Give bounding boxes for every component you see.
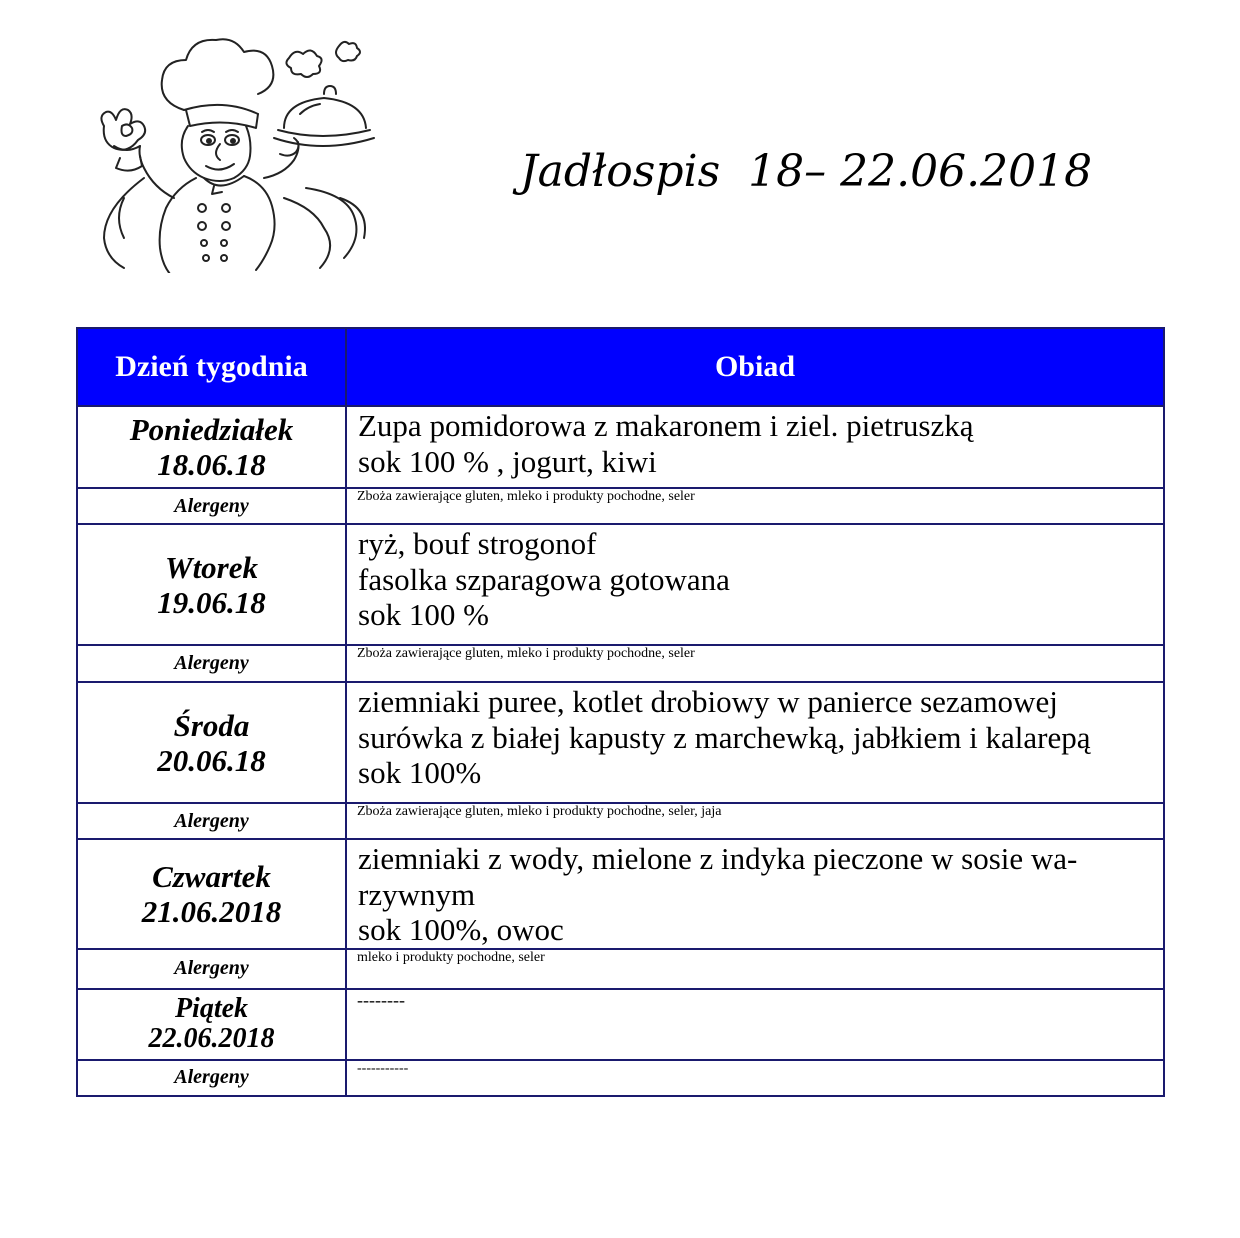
table-row [77, 524, 1164, 645]
allergen-label: Alergeny [77, 488, 346, 524]
meal-cell [346, 406, 1164, 488]
allergen-text: Zboża zawierające gluten, mleko i produkty pochodne, seler, jaja [346, 803, 1164, 839]
meal-line: -------- [357, 989, 405, 1010]
day-cell [77, 682, 346, 803]
allergen-label: Alergeny [77, 949, 346, 989]
menu-title: Jadłospis 18– 22.06.2018 [520, 146, 1093, 197]
meal-line: sok 100 % , jogurt, kiwi [358, 443, 657, 479]
meal-line: fasolka szparagowa gotowana [358, 561, 730, 597]
allergen-row [77, 949, 1164, 989]
table-row [77, 406, 1164, 488]
day-cell [77, 406, 346, 488]
meal-line: rzywnym [358, 876, 476, 912]
allergen-row [77, 803, 1164, 839]
allergen-label: Alergeny [77, 645, 346, 682]
meal-line: ziemniaki z wody, mielone z indyka pieczone w sosie wa- [358, 841, 1078, 876]
meal-line: surówka z białej kapusty z marchewką, jabłkiem i kalarepą [358, 719, 1091, 755]
meal-line: sok 100% [358, 755, 482, 790]
meal-cell [346, 989, 1164, 1060]
day-name: Wtorek [165, 549, 258, 585]
day-date: 19.06.18 [157, 584, 266, 620]
day-date: 21.06.2018 [141, 893, 282, 929]
meal-line: sok 100 % [358, 597, 489, 632]
allergen-row [77, 488, 1164, 524]
meal-line: ziemniaki puree, kotlet drobiowy w panierce sezamowej [358, 684, 1058, 719]
day-name: Środa [173, 707, 250, 743]
allergen-text: ----------- [346, 1060, 1164, 1096]
allergen-text: mleko i produkty pochodne, seler [346, 949, 1164, 989]
meal-line: ryż, bouf strogonof [358, 526, 597, 561]
chef-illustration [84, 28, 384, 273]
day-cell [77, 989, 346, 1060]
allergen-row [77, 1060, 1164, 1096]
allergen-row [77, 645, 1164, 682]
table-row [77, 682, 1164, 803]
day-date: 22.06.2018 [148, 1023, 275, 1054]
day-date: 20.06.18 [157, 742, 266, 778]
allergen-label: Alergeny [77, 1060, 346, 1096]
header-lunch: Obiad [346, 328, 1164, 406]
meal-line: sok 100%, owoc [358, 912, 564, 947]
allergen-text: Zboża zawierające gluten, mleko i produkty pochodne, seler [346, 645, 1164, 682]
allergen-label: Alergeny [77, 803, 346, 839]
meal-cell [346, 839, 1164, 949]
day-name: Poniedziałek [129, 412, 294, 447]
table-row [77, 839, 1164, 949]
meal-line: Zupa pomidorowa z makaronem i ziel. pietruszką [358, 408, 974, 443]
day-name: Piątek [174, 993, 249, 1024]
table-row [77, 989, 1164, 1060]
meal-cell [346, 524, 1164, 645]
day-cell [77, 524, 346, 645]
meal-cell [346, 682, 1164, 803]
allergen-text: Zboża zawierające gluten, mleko i produkty pochodne, seler [346, 488, 1164, 524]
day-name: Czwartek [152, 858, 271, 894]
table-header-row [77, 328, 1164, 406]
menu-table [76, 327, 1165, 1097]
day-cell [77, 839, 346, 949]
day-date: 18.06.18 [157, 447, 266, 482]
header-day: Dzień tygodnia [77, 328, 346, 406]
